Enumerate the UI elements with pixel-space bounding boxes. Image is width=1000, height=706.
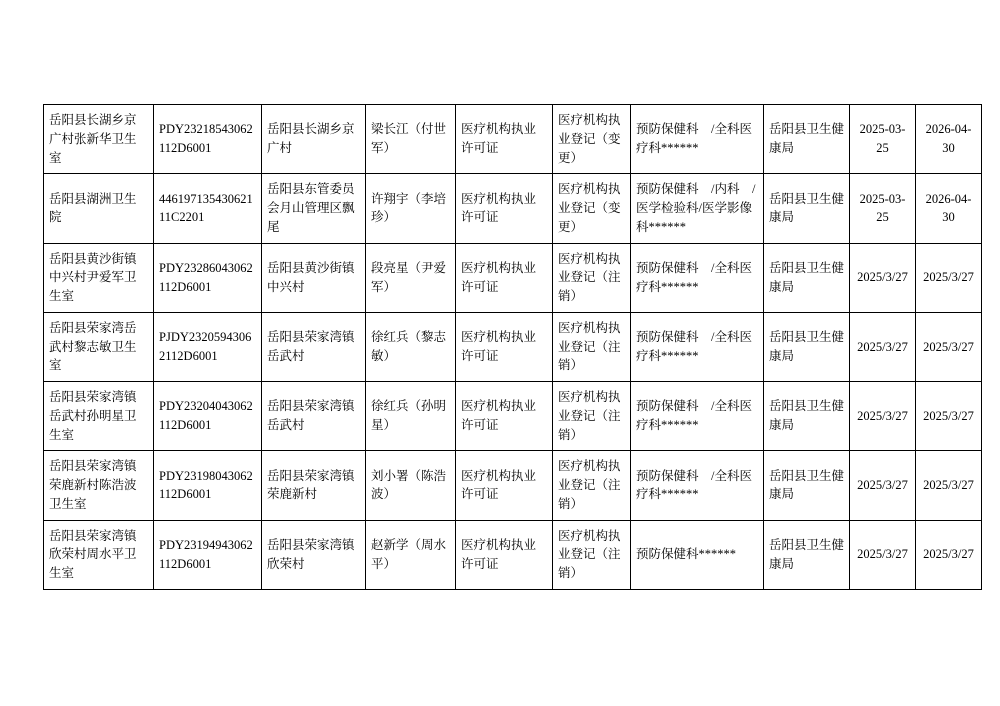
cell-registration-code: PDY23218543062112D6001 xyxy=(154,105,262,174)
cell-expiry-date: 2025/3/27 xyxy=(916,243,982,312)
cell-registration-code: PDY23286043062112D6001 xyxy=(154,243,262,312)
cell-institution-name: 岳阳县荣家湾镇欣荣村周水平卫生室 xyxy=(44,520,154,589)
cell-issuing-organ: 岳阳县卫生健康局 xyxy=(764,520,850,589)
cell-registration-code: PDY23204043062112D6001 xyxy=(154,382,262,451)
cell-issue-date: 2025/3/27 xyxy=(850,382,916,451)
cell-departments: 预防保健科 /全科医疗科****** xyxy=(631,243,764,312)
cell-license-type: 医疗机构执业许可证 xyxy=(456,520,553,589)
cell-legal-person: 许翔宇（李培珍） xyxy=(366,174,456,243)
cell-expiry-date: 2025/3/27 xyxy=(916,382,982,451)
table-row xyxy=(44,382,982,451)
cell-departments: 预防保健科 /内科 /医学检验科/医学影像科****** xyxy=(631,174,764,243)
table-row xyxy=(44,451,982,520)
cell-institution-name: 岳阳县荣家湾镇荣鹿新村陈浩波卫生室 xyxy=(44,451,154,520)
cell-issue-date: 2025/3/27 xyxy=(850,312,916,381)
cell-item: 医疗机构执业登记（注销） xyxy=(553,243,631,312)
cell-issuing-organ: 岳阳县卫生健康局 xyxy=(764,382,850,451)
cell-address: 岳阳县荣家湾镇岳武村 xyxy=(262,382,366,451)
cell-issue-date: 2025/3/27 xyxy=(850,520,916,589)
cell-address: 岳阳县长湖乡京广村 xyxy=(262,105,366,174)
cell-license-type: 医疗机构执业许可证 xyxy=(456,105,553,174)
cell-address: 岳阳县东管委员会月山管理区飘尾 xyxy=(262,174,366,243)
cell-issuing-organ: 岳阳县卫生健康局 xyxy=(764,105,850,174)
cell-address: 岳阳县荣家湾镇欣荣村 xyxy=(262,520,366,589)
cell-expiry-date: 2025/3/27 xyxy=(916,312,982,381)
cell-item: 医疗机构执业登记（注销） xyxy=(553,312,631,381)
cell-issuing-organ: 岳阳县卫生健康局 xyxy=(764,174,850,243)
cell-item: 医疗机构执业登记（注销） xyxy=(553,451,631,520)
cell-license-type: 医疗机构执业许可证 xyxy=(456,174,553,243)
cell-legal-person: 徐红兵（黎志敏） xyxy=(366,312,456,381)
cell-legal-person: 段亮星（尹爱军） xyxy=(366,243,456,312)
cell-license-type: 医疗机构执业许可证 xyxy=(456,243,553,312)
cell-expiry-date: 2025/3/27 xyxy=(916,451,982,520)
cell-item: 医疗机构执业登记（变更） xyxy=(553,174,631,243)
cell-item: 医疗机构执业登记（变更） xyxy=(553,105,631,174)
cell-license-type: 医疗机构执业许可证 xyxy=(456,451,553,520)
cell-departments: 预防保健科 /全科医疗科****** xyxy=(631,451,764,520)
registration-table xyxy=(43,104,982,590)
cell-institution-name: 岳阳县荣家湾镇岳武村孙明星卫生室 xyxy=(44,382,154,451)
cell-issue-date: 2025/3/27 xyxy=(850,451,916,520)
table-row xyxy=(44,243,982,312)
cell-issue-date: 2025-03-25 xyxy=(850,105,916,174)
cell-registration-code: PDY23198043062112D6001 xyxy=(154,451,262,520)
cell-departments: 预防保健科 /全科医疗科****** xyxy=(631,105,764,174)
cell-legal-person: 刘小署（陈浩波） xyxy=(366,451,456,520)
cell-registration-code: PDY23194943062112D6001 xyxy=(154,520,262,589)
cell-item: 医疗机构执业登记（注销） xyxy=(553,382,631,451)
cell-issuing-organ: 岳阳县卫生健康局 xyxy=(764,451,850,520)
cell-departments: 预防保健科****** xyxy=(631,520,764,589)
cell-legal-person: 赵新学（周水平） xyxy=(366,520,456,589)
cell-institution-name: 岳阳县荣家湾岳武村黎志敏卫生室 xyxy=(44,312,154,381)
cell-expiry-date: 2026-04-30 xyxy=(916,174,982,243)
cell-legal-person: 梁长江（付世军） xyxy=(366,105,456,174)
cell-expiry-date: 2026-04-30 xyxy=(916,105,982,174)
cell-legal-person: 徐红兵（孙明星） xyxy=(366,382,456,451)
cell-institution-name: 岳阳县黄沙街镇中兴村尹爱军卫生室 xyxy=(44,243,154,312)
cell-issuing-organ: 岳阳县卫生健康局 xyxy=(764,312,850,381)
cell-registration-code: 44619713543062111C2201 xyxy=(154,174,262,243)
cell-license-type: 医疗机构执业许可证 xyxy=(456,312,553,381)
cell-expiry-date: 2025/3/27 xyxy=(916,520,982,589)
cell-address: 岳阳县黄沙街镇中兴村 xyxy=(262,243,366,312)
cell-address: 岳阳县荣家湾镇荣鹿新村 xyxy=(262,451,366,520)
table-row xyxy=(44,520,982,589)
table-row xyxy=(44,105,982,174)
cell-issue-date: 2025-03-25 xyxy=(850,174,916,243)
cell-institution-name: 岳阳县湖洲卫生院 xyxy=(44,174,154,243)
table-row xyxy=(44,174,982,243)
table-row xyxy=(44,312,982,381)
cell-address: 岳阳县荣家湾镇岳武村 xyxy=(262,312,366,381)
cell-issue-date: 2025/3/27 xyxy=(850,243,916,312)
cell-issuing-organ: 岳阳县卫生健康局 xyxy=(764,243,850,312)
registration-table-container xyxy=(43,104,981,590)
cell-departments: 预防保健科 /全科医疗科****** xyxy=(631,312,764,381)
cell-license-type: 医疗机构执业许可证 xyxy=(456,382,553,451)
cell-departments: 预防保健科 /全科医疗科****** xyxy=(631,382,764,451)
cell-item: 医疗机构执业登记（注销） xyxy=(553,520,631,589)
cell-institution-name: 岳阳县长湖乡京广村张新华卫生室 xyxy=(44,105,154,174)
cell-registration-code: PJDY23205943062112D6001 xyxy=(154,312,262,381)
